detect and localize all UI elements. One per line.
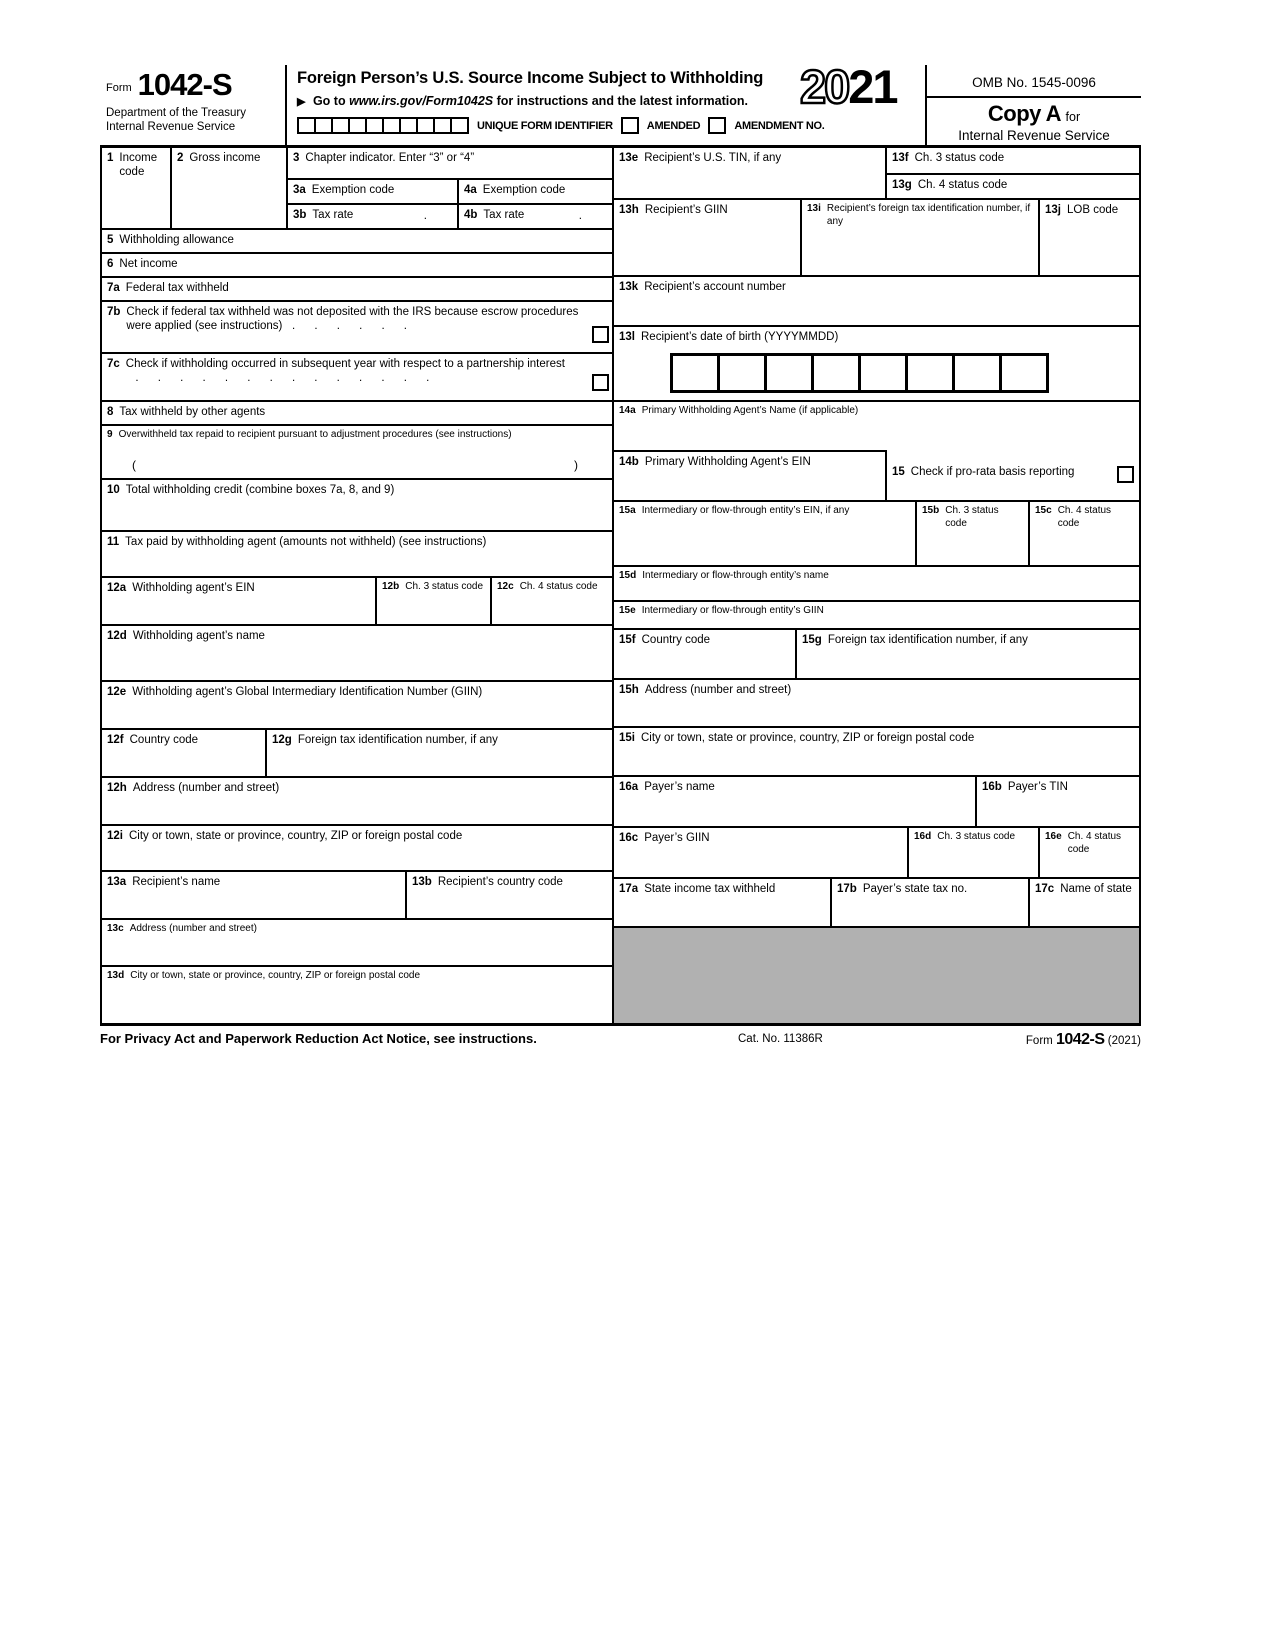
box-label: Total withholding credit (combine boxes 7a, 8, and 9) [125, 484, 395, 496]
year-outline-digits: 20 [800, 60, 849, 113]
box-number: 13f [892, 152, 909, 164]
box-label: Gross income [189, 152, 261, 164]
goto-suffix: for instructions and the latest information. [496, 94, 748, 108]
subsequent-year-checkbox[interactable] [592, 374, 609, 391]
paren-open: ( [132, 458, 136, 473]
footer-form-number: 1042-S [1055, 1031, 1105, 1048]
box-number: 15e [619, 605, 636, 616]
box-number: 13g [892, 179, 912, 191]
field-15b-ch3-status-code[interactable] [915, 500, 1028, 565]
box-number: 7a [107, 282, 120, 294]
box-label: Tax withheld by other agents [119, 406, 266, 418]
unique-form-identifier-row [297, 117, 825, 134]
box-label: Withholding agent’s name [132, 630, 265, 642]
box-label: Income code [119, 152, 158, 179]
field-16d-ch3-status-code[interactable] [907, 826, 1038, 877]
box-label: Check if withholding occurred in subsequent year with respect to a partnership interest [125, 358, 565, 370]
box-number: 12c [497, 581, 514, 592]
field-12a-withholding-agent-ein[interactable] [100, 576, 375, 624]
box-number: 13j [1045, 204, 1061, 216]
copy-recipient-label: Internal Revenue Service [958, 128, 1110, 143]
field-13g-ch4-status-code[interactable] [885, 173, 1139, 198]
field-6-net-income[interactable] [100, 252, 612, 276]
footer-form-id [1026, 1031, 1141, 1049]
box-label: Recipient’s country code [437, 876, 563, 888]
box-number: 11 [107, 536, 120, 548]
box-number: 8 [107, 406, 114, 418]
field-4a-exemption-code[interactable] [457, 178, 612, 203]
irs-url-link[interactable]: www.irs.gov/Form1042S [349, 94, 494, 108]
field-11-tax-paid-by-agent[interactable] [100, 530, 612, 576]
box-number: 15g [802, 634, 822, 646]
box-number: 16a [619, 781, 639, 793]
box-number: 15h [619, 684, 639, 696]
box-number: 16d [914, 831, 932, 842]
box-label: Ch. 3 status code [405, 581, 484, 592]
field-12d-withholding-agent-name[interactable] [100, 624, 612, 680]
pro-rata-checkbox[interactable] [1117, 466, 1134, 483]
box-label: Ch. 4 status code [917, 179, 1008, 191]
field-13c-address[interactable] [100, 918, 612, 965]
box-number: 13k [619, 281, 639, 293]
box-label: Withholding agent’s Global Intermediary Identification Number (GIIN) [132, 686, 483, 698]
box-label: Primary Withholding Agent’s Name (if applicable) [641, 405, 859, 416]
date-of-birth-digit-box[interactable] [999, 353, 1049, 393]
box-number: 15a [619, 505, 636, 516]
box-label: City or town, state or province, country, ZIP or foreign postal code [129, 830, 463, 842]
footer-form-year: (2021) [1107, 1035, 1141, 1047]
paren-close: ) [574, 458, 578, 473]
box-number: 15d [619, 570, 637, 581]
box-label: Foreign tax identification number, if any [827, 634, 1028, 646]
box-number: 14a [619, 405, 636, 416]
box-number: 12e [107, 686, 127, 698]
field-9-overwithheld-tax-repaid[interactable] [100, 424, 612, 478]
box-label: Recipient’s U.S. TIN, if any [644, 152, 782, 164]
field-12g-foreign-tin[interactable] [265, 728, 612, 776]
field-15d-intermediary-name[interactable] [612, 565, 1139, 600]
box-label: Name of state [1060, 883, 1132, 895]
field-16a-payer-name[interactable] [612, 775, 975, 826]
dot-leader: . . . . . . . . . . . . . . [125, 372, 430, 385]
field-13l-date-of-birth[interactable] [612, 325, 1139, 400]
box-label: City or town, state or province, country, ZIP or foreign postal code [641, 732, 975, 744]
field-17c-name-of-state[interactable] [1028, 877, 1139, 926]
field-15e-intermediary-giin[interactable] [612, 600, 1139, 628]
box-number: 7c [107, 358, 120, 370]
box-label: Address (number and street) [129, 923, 257, 934]
box-label: Exemption code [311, 184, 395, 196]
box-label: State income tax withheld [644, 883, 776, 895]
box-label: Recipient’s GIIN [644, 204, 728, 216]
date-of-birth-digit-box[interactable] [811, 353, 861, 393]
box-number: 3a [293, 184, 306, 196]
box-label: Recipient’s name [132, 876, 221, 888]
copy-for-label: for [1065, 110, 1081, 124]
box-number: 7b [107, 306, 121, 318]
field-14a-primary-agent-name[interactable] [612, 400, 1139, 450]
shaded-reserved-area [612, 926, 1139, 1023]
dept-line-2: Internal Revenue Service [106, 121, 236, 134]
field-15h-address[interactable] [612, 678, 1139, 726]
box-label: Check if pro-rata basis reporting [910, 466, 1075, 478]
field-13i-recipient-foreign-tin[interactable] [800, 198, 1038, 275]
box-label: Payer’s name [644, 781, 715, 793]
unique-form-identifier-box[interactable] [450, 117, 469, 134]
field-13b-recipient-country-code[interactable] [405, 870, 612, 918]
footer-form-word: Form [1025, 1035, 1053, 1047]
form-grid [100, 145, 1141, 1026]
form-identity [100, 67, 285, 145]
box-number: 13b [412, 876, 432, 888]
box-number: 4b [464, 209, 478, 221]
dept-line-1: Department of the Treasury [106, 107, 246, 119]
box-number: 15c [1035, 505, 1052, 516]
form-word: Form [106, 82, 132, 94]
box-label: Payer’s GIIN [644, 832, 710, 844]
box-number: 17a [619, 883, 639, 895]
box-label: Overwithheld tax repaid to recipient pursuant to adjustment procedures (see instructions) [118, 429, 512, 440]
box-number: 12d [107, 630, 127, 642]
date-of-birth-digit-box[interactable] [764, 353, 814, 393]
form-title-block [285, 65, 825, 145]
form-header [100, 60, 1141, 145]
box-number: 13h [619, 204, 639, 216]
date-of-birth-digit-box[interactable] [717, 353, 767, 393]
box-number: 3b [293, 209, 307, 221]
box-number: 5 [107, 234, 114, 246]
field-1-income-code[interactable] [100, 148, 170, 228]
decimal-point: . [423, 210, 427, 222]
field-15g-foreign-tin[interactable] [795, 628, 1139, 678]
box-number: 12i [107, 830, 123, 842]
box-number: 15 [892, 466, 905, 478]
box-label: Intermediary or flow-through entity’s name [642, 570, 829, 581]
box-number: 12b [382, 581, 400, 592]
field-15i-city-state-zip[interactable] [612, 726, 1139, 775]
box-number: 17b [837, 883, 857, 895]
box-number: 14b [619, 456, 639, 468]
date-of-birth-boxes [670, 353, 1049, 393]
box-label: Country code [641, 634, 711, 646]
field-12h-address[interactable] [100, 776, 612, 824]
amendment-no-label: AMENDMENT NO. [734, 119, 825, 132]
box-number: 12f [107, 734, 124, 746]
field-13j-lob-code[interactable] [1038, 198, 1139, 275]
box-number: 16b [982, 781, 1002, 793]
privacy-act-notice: For Privacy Act and Paperwork Reduction Act Notice, see instructions. [100, 1031, 537, 1046]
escrow-checkbox[interactable] [592, 326, 609, 343]
field-17a-state-income-tax-withheld[interactable] [612, 877, 830, 926]
box-number: 13d [107, 970, 125, 981]
box-number: 16c [619, 832, 639, 844]
box-label: LOB code [1067, 204, 1119, 216]
box-number: 13c [107, 923, 124, 934]
box-label: Primary Withholding Agent’s EIN [644, 456, 811, 468]
box-number: 12g [272, 734, 292, 746]
field-7a-federal-tax-withheld[interactable] [100, 276, 612, 300]
box-label: Federal tax withheld [125, 282, 229, 294]
omb-copy-block [925, 65, 1141, 145]
field-12i-city-state-zip[interactable] [100, 824, 612, 870]
copy-a-label: Copy A [987, 101, 1062, 126]
box-number: 1 [107, 152, 114, 164]
box-label: Exemption code [482, 184, 566, 196]
field-16b-payer-tin[interactable] [975, 775, 1139, 826]
field-13f-ch3-status-code[interactable] [885, 148, 1139, 173]
field-4b-tax-rate[interactable] [457, 203, 612, 228]
year-solid-digits: 21 [848, 60, 897, 113]
field-14b-primary-agent-ein[interactable] [612, 450, 885, 500]
box-label: Tax rate [312, 209, 354, 221]
box-label: Chapter indicator. Enter “3” or “4” [305, 152, 475, 164]
form-number: 1042-S [137, 67, 232, 102]
field-8-tax-withheld-other-agents[interactable] [100, 400, 612, 424]
box-label: Intermediary or flow-through entity’s GIIN [641, 605, 824, 616]
field-7c-subsequent-year[interactable] [100, 352, 612, 400]
catalog-number: Cat. No. 11386R [738, 1033, 823, 1045]
box-label: Address (number and street) [644, 684, 792, 696]
box-number: 15i [619, 732, 635, 744]
amended-checkbox[interactable] [621, 117, 639, 134]
box-label: Withholding agent’s EIN [132, 582, 255, 594]
box-label: Recipient’s account number [644, 281, 786, 293]
form-footer [100, 1031, 1141, 1053]
date-of-birth-digit-box[interactable] [905, 353, 955, 393]
box-label: Address (number and street) [132, 782, 280, 794]
field-15a-intermediary-ein[interactable] [612, 500, 915, 565]
box-label: Ch. 3 status code [937, 831, 1016, 842]
amendment-no-checkbox[interactable] [708, 117, 726, 134]
field-17b-payer-state-tax-no[interactable] [830, 877, 1028, 926]
box-label: Intermediary or flow-through entity’s EIN, if any [641, 505, 850, 516]
box-number: 13e [619, 152, 639, 164]
field-13h-recipient-giin[interactable] [612, 198, 800, 275]
box-label: Check if federal tax withheld was not deposited with the IRS because escrow procedures were applied (see instructions) [126, 306, 579, 333]
box-number: 15f [619, 634, 636, 646]
field-12b-ch3-status-code[interactable] [375, 576, 490, 624]
field-2-gross-income[interactable] [170, 148, 286, 228]
field-7b-escrow-procedures[interactable] [100, 300, 612, 352]
field-15c-ch4-status-code[interactable] [1028, 500, 1139, 565]
box-number: 12h [107, 782, 127, 794]
omb-number: OMB No. 1545-0096 [927, 65, 1141, 98]
box-label: Ch. 3 status code [945, 505, 999, 529]
goto-prefix: Go to [312, 94, 346, 108]
decimal-point: . [578, 210, 582, 222]
box-label: Ch. 3 status code [914, 152, 1005, 164]
unique-form-identifier-label: UNIQUE FORM IDENTIFIER [477, 119, 613, 132]
field-12f-country-code[interactable] [100, 728, 265, 776]
box-label: Recipient’s foreign tax identification number, if any [826, 203, 1031, 227]
arrow-right-icon: ▶ [297, 96, 306, 108]
box-number: 10 [107, 484, 120, 496]
box-label: Ch. 4 status code [1067, 831, 1122, 855]
box-number: 4a [464, 184, 477, 196]
box-number: 13l [619, 331, 635, 343]
box-number: 12a [107, 582, 127, 594]
form-title: Foreign Person’s U.S. Source Income Subject to Withholding [297, 69, 764, 87]
field-12c-ch4-status-code[interactable] [490, 576, 612, 624]
box-number: 6 [107, 258, 114, 270]
box-label: Recipient’s date of birth (YYYYMMDD) [641, 331, 839, 343]
date-of-birth-digit-box[interactable] [858, 353, 908, 393]
amended-label: AMENDED [646, 119, 701, 132]
negative-amount-parens [132, 458, 578, 473]
field-3b-tax-rate[interactable] [286, 203, 457, 228]
box-label: Payer’s state tax no. [862, 883, 968, 895]
box-label: Foreign tax identification number, if any [297, 734, 498, 746]
field-15f-country-code[interactable] [612, 628, 795, 678]
box-label: Payer’s TIN [1007, 781, 1068, 793]
field-15-pro-rata[interactable] [885, 450, 1139, 500]
field-13d-city-state-zip[interactable] [100, 965, 612, 1023]
box-label: Ch. 4 status code [1057, 505, 1112, 529]
field-12e-withholding-agent-giin[interactable] [100, 680, 612, 728]
box-number: 13a [107, 876, 127, 888]
dot-leader: . . . . . . [282, 320, 407, 333]
field-3a-exemption-code[interactable] [286, 178, 457, 203]
box-label: Country code [129, 734, 199, 746]
box-number: 3 [293, 152, 300, 164]
box-label: Tax paid by withholding agent (amounts not withheld) (see instructions) [125, 536, 487, 548]
field-13a-recipient-name[interactable] [100, 870, 405, 918]
field-13e-recipient-us-tin[interactable] [612, 148, 885, 198]
instructions-line [297, 94, 815, 108]
box-number: 13i [807, 203, 821, 214]
field-16e-ch4-status-code[interactable] [1038, 826, 1139, 877]
box-number: 15b [922, 505, 940, 516]
field-5-withholding-allowance[interactable] [100, 228, 612, 252]
tax-year [800, 60, 897, 113]
box-label: Tax rate [483, 209, 525, 221]
box-number: 17c [1035, 883, 1055, 895]
field-10-total-withholding-credit[interactable] [100, 478, 612, 530]
box-number: 16e [1045, 831, 1062, 842]
box-label: Ch. 4 status code [519, 581, 598, 592]
field-16c-payer-giin[interactable] [612, 826, 907, 877]
box-label: City or town, state or province, country, ZIP or foreign postal code [130, 970, 420, 981]
field-3-chapter-indicator[interactable] [286, 148, 612, 178]
date-of-birth-digit-box[interactable] [670, 353, 720, 393]
field-13k-recipient-account-number[interactable] [612, 275, 1139, 325]
box-label: Withholding allowance [119, 234, 234, 246]
box-number: 9 [107, 429, 113, 440]
date-of-birth-digit-box[interactable] [952, 353, 1002, 393]
box-number: 2 [177, 152, 184, 164]
box-label: Net income [119, 258, 178, 270]
